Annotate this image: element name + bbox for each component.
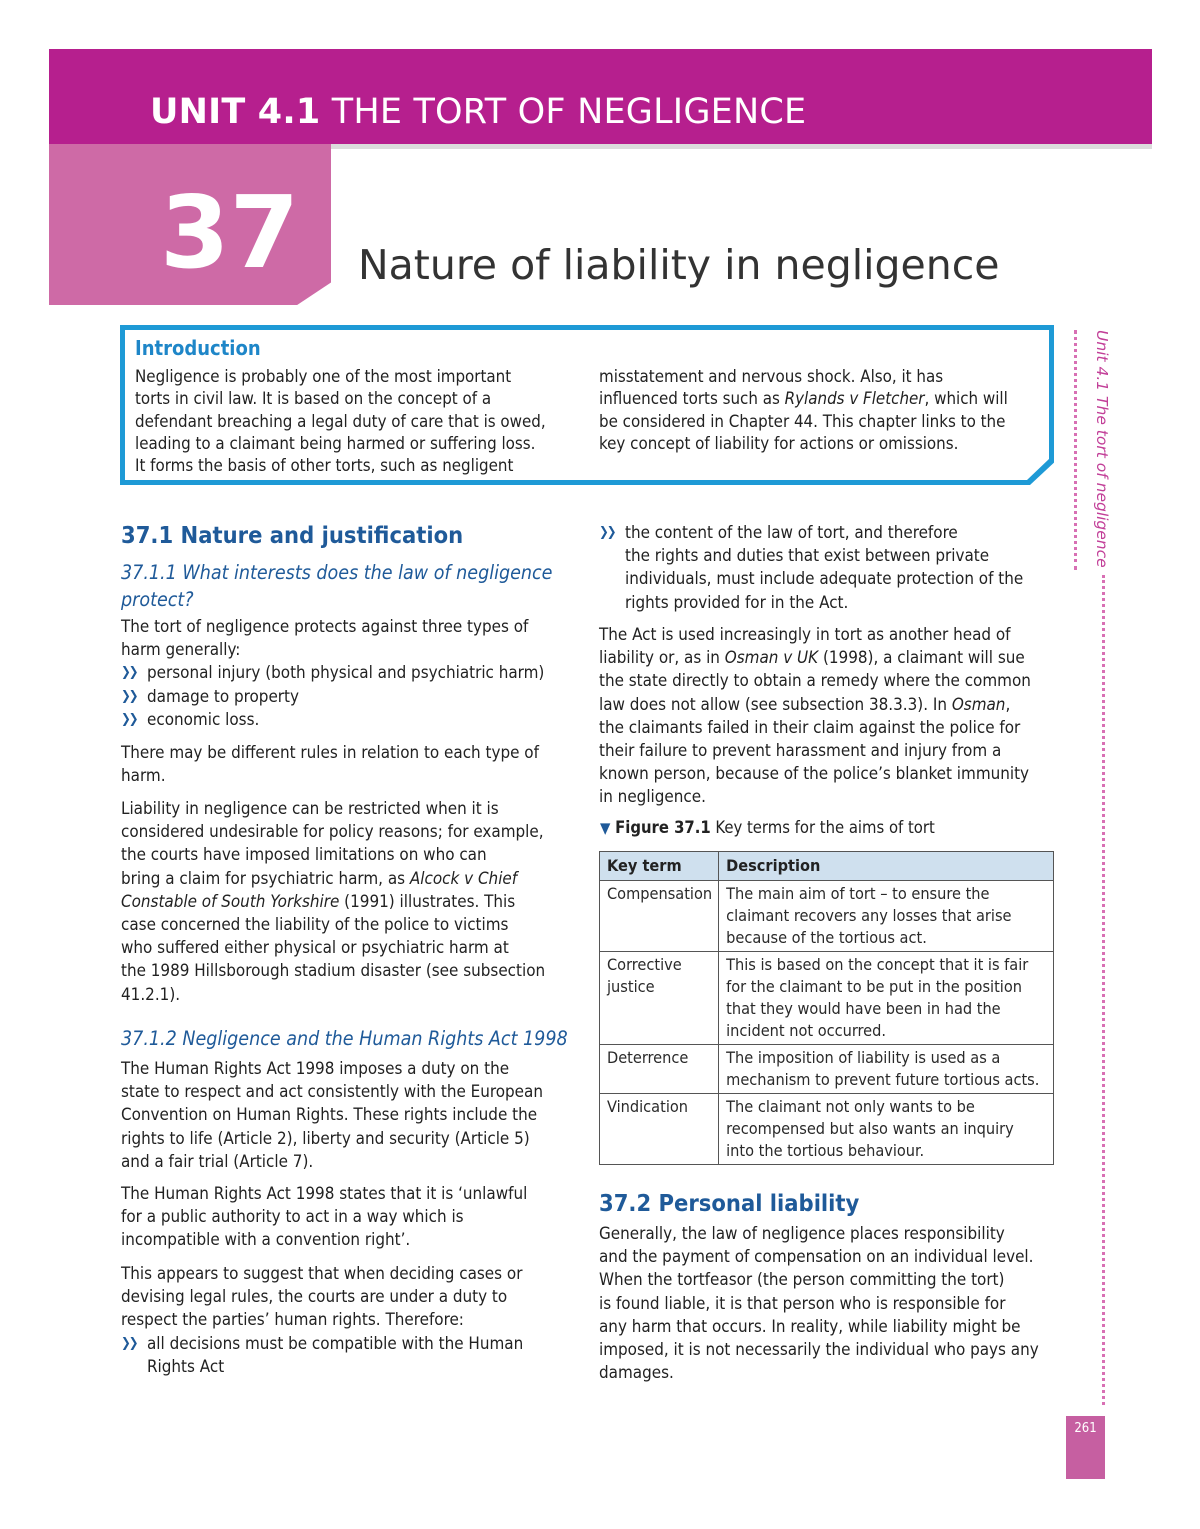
list-item-text: the content of the law of tort, and therefore [625,522,958,542]
intro-line: Negligence is probably one of the most important [135,366,512,386]
intro-line: key concept of liability for actions or omissions. [599,432,959,453]
text-fragment: bring a claim for psychiatric harm, as [121,867,410,888]
case-name: Rylands v Fletcher [784,388,925,409]
text-line: case concerned the liability of the police to victims [121,914,509,935]
list-item-continuation: the rights and duties that exist between private [625,545,990,566]
cell-line: claimant recovers any losses that arise [726,906,1012,925]
chapter-title: Nature of liability in negligence [358,241,1000,289]
side-dotted-rule [1074,330,1077,570]
cell-line: Vindication [607,1097,689,1116]
section-heading-37-1: 37.1 Nature and justification [121,521,464,549]
cell-line: The imposition of liability is used as a [726,1048,1001,1067]
intro-heading: Introduction [135,336,261,360]
text-line: This appears to suggest that when deciding cases or [121,1263,523,1283]
list-item [121,661,544,684]
text-line: harm generally: [121,639,241,660]
paragraph-hra-duty [121,1057,543,1173]
side-dotted-rule [1102,575,1105,1405]
text-line: incompatible with a convention right’. [121,1229,411,1250]
cell-line: mechanism to prevent future tortious acts. [726,1070,1040,1089]
unit-name: THE TORT OF NEGLIGENCE [331,92,807,132]
cell-line: Deterrence [607,1048,689,1067]
case-name: Alcock v Chief [409,867,518,888]
text-line: harm. [121,765,166,786]
list-item [121,708,544,731]
text-fragment: (1998), a claimant will sue [818,647,1025,668]
text-line: rights to life (Article 2), liberty and security (Article 5) [121,1127,530,1148]
text-line: is found liable, it is that person who is responsible for [599,1292,1006,1313]
text-line [121,867,545,890]
figure-caption [600,817,935,839]
section-heading-37-2: 37.2 Personal liability [599,1189,860,1217]
double-chevron-right-icon: ❯❯ [599,525,615,540]
text-line: Convention on Human Rights. These rights include the [121,1104,538,1125]
paragraph-human-rights [121,1262,523,1378]
description-cell [719,952,1054,1045]
page-number: 261 [1074,1421,1097,1436]
intro-line: torts in civil law. It is based on the concept of a [135,388,492,409]
text-line: their failure to prevent harassment and injury from a [599,740,1002,761]
paragraph-different-rules [121,741,539,787]
cell-line: The claimant not only wants to be [726,1097,975,1116]
heading-line: protect? [121,588,194,611]
text-line: When the tortfeasor (the person committing the tort) [599,1269,1005,1290]
text-line: Liability in negligence can be restricted when it is [121,798,499,818]
list-item [121,685,544,708]
text-line [599,693,1031,716]
cell-line: justice [607,977,655,996]
down-triangle-icon: ▼ [600,819,611,837]
figure-label: Figure 37.1 [615,818,711,837]
text-line: damages. [599,1362,674,1383]
cell-line: for the claimant to be put in the position [726,977,1022,996]
intro-line: misstatement and nervous shock. Also, it has [599,366,944,386]
term-cell [600,1045,719,1094]
cell-line: The main aim of tort – to ensure the [726,884,990,903]
case-name: Constable of South Yorkshire [121,890,340,911]
cell-line: Corrective [607,955,682,974]
cell-line: because of the tortious act. [726,928,927,947]
double-chevron-right-icon: ❯❯ [121,665,137,681]
text-line: known person, because of the police’s blanket immunity [599,763,1030,784]
intro-line: It forms the basis of other torts, such as negligent [135,455,514,476]
cell-line: that they would have been in had the [726,999,1001,1018]
list-item-text: economic loss. [147,708,260,729]
cell-line: incident not occurred. [726,1021,887,1040]
text-line: who suffered either physical or psychiatric harm at [121,937,509,958]
text-line: The Human Rights Act 1998 states that it is ‘unlawful [121,1183,528,1203]
paragraph-hra-unlawful [121,1182,527,1252]
paragraph-policy-reasons [121,797,545,1006]
paragraph-osman [599,623,1031,809]
text-line: respect the parties’ human rights. Therefore: [121,1309,464,1330]
paragraph-personal-liability [599,1222,1039,1384]
text-line: The tort of negligence protects against three types of [121,616,529,636]
table-row [600,881,1054,952]
running-head-text: Unit 4.1 The tort of negligence [1093,330,1111,568]
text-line: considered undesirable for policy reasons; for example, [121,821,544,842]
cell-line: This is based on the concept that it is fair [726,955,1029,974]
banner-shadow [330,144,1152,149]
intro-column-2 [599,365,1045,454]
table-row [600,1094,1054,1165]
text-line: imposed, it is not necessarily the individual who pays any [599,1339,1039,1360]
running-head [1091,330,1115,570]
text-line: any harm that occurs. In reality, while liability might be [599,1315,1021,1336]
list-item [121,1332,523,1355]
text-line: Generally, the law of negligence places responsibility [599,1223,1005,1243]
text-line: state to respect and act consistently with the European [121,1081,543,1102]
text-line [599,646,1031,669]
table-header-row [600,852,1054,881]
key-terms-table [599,851,1054,1165]
double-chevron-right-icon: ❯❯ [121,688,137,704]
subsection-heading-37-1-1 [121,559,552,613]
text-line: the courts have imposed limitations on who can [121,844,487,865]
term-cell [600,881,719,952]
list-item-continuation: rights provided for in the Act. [625,591,849,612]
text-line: the state directly to obtain a remedy where the common [599,670,1031,691]
list-law-of-tort [599,521,1023,614]
column-header: Key term [600,852,719,881]
text-fragment: law does not allow (see subsection 38.3.3). In [599,693,952,714]
intro-line: defendant breaching a legal duty of care that is owed, [135,410,546,431]
intro-column-1 [135,365,581,476]
text-fragment: liability or, as in [599,647,725,668]
list-item-continuation: Rights Act [147,1355,225,1376]
case-name: Osman [951,693,1006,714]
unit-title [150,92,806,132]
intro-line: be considered in Chapter 44. This chapter links to the [599,410,1006,431]
text-line: the 1989 Hillsborough stadium disaster (see subsection [121,960,546,981]
description-cell [719,881,1054,952]
text-line: the claimants failed in their claim against the police for [599,716,1021,737]
cell-line: Compensation [607,884,713,903]
case-name: Osman v UK [724,647,819,668]
unit-label: UNIT 4.1 [150,92,321,132]
table-row [600,952,1054,1045]
text-line: for a public authority to act in a way which is [121,1206,464,1227]
term-cell [600,1094,719,1165]
cell-line: into the tortious behaviour. [726,1141,925,1160]
text-line: 41.2.1). [121,983,181,1004]
term-cell [600,952,719,1045]
text-line: The Human Rights Act 1998 imposes a duty on the [121,1058,510,1078]
list-item-text: damage to property [147,685,299,706]
list-item-text: all decisions must be compatible with the Human [147,1332,524,1353]
text-line: and a fair trial (Article 7). [121,1150,314,1171]
text-fragment: , [1005,693,1011,714]
table-row [600,1045,1054,1094]
list-item-continuation: individuals, must include adequate protection of the [625,568,1024,589]
text-line: in negligence. [599,786,706,807]
text-line: and the payment of compensation on an individual level. [599,1246,1034,1267]
text-line: devising legal rules, the courts are under a duty to [121,1286,508,1307]
figure-caption-text: Key terms for the aims of tort [710,818,935,837]
description-cell [719,1045,1054,1094]
chapter-number: 37 [160,174,300,291]
subsection-heading-37-1-2: 37.1.2 Negligence and the Human Rights Act 1998 [121,1027,568,1050]
list-item [599,521,1023,544]
paragraph-harm-types [121,615,544,731]
text-line: There may be different rules in relation to each type of [121,742,539,762]
text-line [121,890,545,913]
column-header: Description [719,852,1054,881]
text-line: The Act is used increasingly in tort as another head of [599,624,1011,644]
intro-line: influenced torts such as Rylands v Fletcher, which will [599,388,1008,409]
double-chevron-right-icon: ❯❯ [121,711,137,727]
cell-line: recompensed but also wants an inquiry [726,1119,1014,1138]
intro-line: leading to a claimant being harmed or suffering loss. [135,432,536,453]
description-cell [719,1094,1054,1165]
heading-line: 37.1.1 What interests does the law of negligence [121,561,553,584]
double-chevron-right-icon: ❯❯ [121,1335,137,1351]
text-fragment: (1991) illustrates. This [339,890,516,911]
list-item-text: personal injury (both physical and psychiatric harm) [147,662,545,683]
